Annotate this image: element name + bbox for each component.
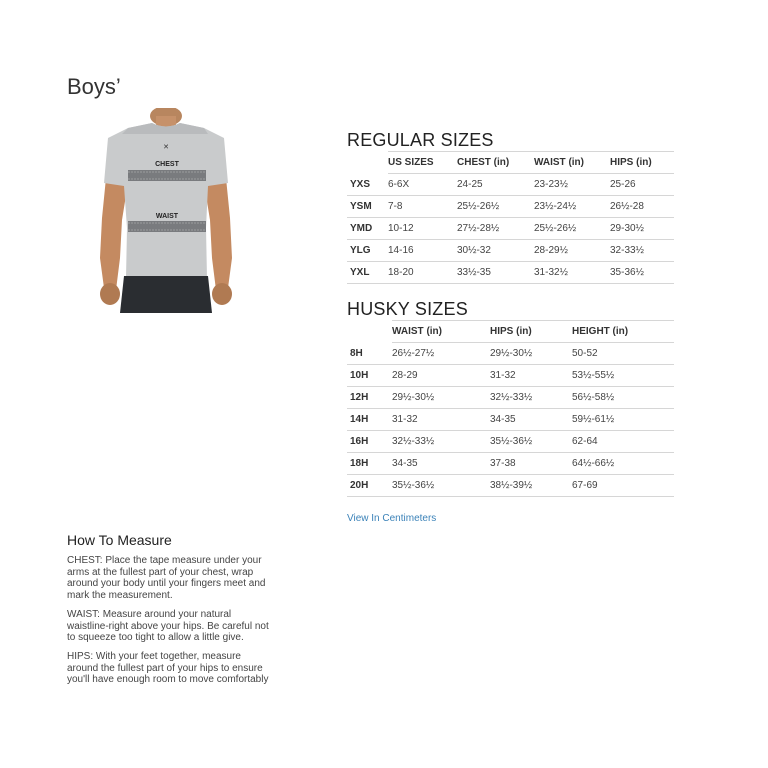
- husky-sizes-table: [347, 320, 674, 497]
- table-cell: 29-30½: [610, 218, 674, 240]
- table-cell: 25½-26½: [457, 196, 534, 218]
- header-cell: US SIZES: [388, 152, 457, 174]
- header-cell: [347, 321, 392, 343]
- table-row: [347, 475, 674, 497]
- row-label: YLG: [347, 240, 388, 262]
- row-label: YMD: [347, 218, 388, 240]
- header-cell: CHEST (in): [457, 152, 534, 174]
- row-label: 8H: [347, 343, 392, 365]
- table-cell: 29½-30½: [490, 343, 572, 365]
- table-cell: 53½-55½: [572, 365, 674, 387]
- table-cell: 18-20: [388, 262, 457, 284]
- table-cell: 64½-66½: [572, 453, 674, 475]
- table-cell: 14-16: [388, 240, 457, 262]
- table-cell: 35½-36½: [392, 475, 490, 497]
- chest-instructions: CHEST: Place the tape measure under your arms at the fullest part of your chest, wrap around your body until your fingers meet and mark the measurement.: [67, 555, 266, 601]
- header-cell: HEIGHT (in): [572, 321, 674, 343]
- table-row: [347, 365, 674, 387]
- table-cell: 37-38: [490, 453, 572, 475]
- table-cell: 10-12: [388, 218, 457, 240]
- table-cell: 32½-33½: [392, 431, 490, 453]
- table-cell: 67-69: [572, 475, 674, 497]
- table-cell: 35½-36½: [490, 431, 572, 453]
- table-cell: 24-25: [457, 174, 534, 196]
- table-row: [347, 453, 674, 475]
- table-cell: 35-36½: [610, 262, 674, 284]
- table-cell: 29½-30½: [392, 387, 490, 409]
- row-label: 10H: [347, 365, 392, 387]
- waist-label: WAIST: [155, 213, 179, 220]
- chest-label: CHEST: [155, 161, 179, 168]
- table-header-row: [347, 321, 674, 343]
- table-cell: 25-26: [610, 174, 674, 196]
- table-cell: 23-23½: [534, 174, 610, 196]
- table-cell: 33½-35: [457, 262, 534, 284]
- row-label: 18H: [347, 453, 392, 475]
- header-cell: WAIST (in): [534, 152, 610, 174]
- table-header-row: [347, 152, 674, 174]
- table-cell: 32½-33½: [490, 387, 572, 409]
- table-cell: 38½-39½: [490, 475, 572, 497]
- table-cell: 28-29: [392, 365, 490, 387]
- table-cell: 34-35: [490, 409, 572, 431]
- svg-text:✕: ✕: [163, 143, 169, 151]
- row-label: 14H: [347, 409, 392, 431]
- table-row: [347, 409, 674, 431]
- table-row: [347, 240, 674, 262]
- how-to-measure-title: How To Measure: [67, 532, 172, 548]
- hips-instructions: HIPS: With your feet together, measure around the fullest part of your hips to ensure you'll have enough room to move comfortably: [67, 651, 269, 686]
- table-cell: 28-29½: [534, 240, 610, 262]
- table-cell: 6-6X: [388, 174, 457, 196]
- header-cell: HIPS (in): [490, 321, 572, 343]
- row-label: YXS: [347, 174, 388, 196]
- table-cell: 32-33½: [610, 240, 674, 262]
- row-label: 12H: [347, 387, 392, 409]
- waist-instructions: WAIST: Measure around your natural waistline-right above your hips. Be careful not to squeeze too tight to allow a little give.: [67, 609, 269, 644]
- model-photo: [82, 108, 252, 313]
- table-cell: 27½-28½: [457, 218, 534, 240]
- table-row: [347, 431, 674, 453]
- table-cell: 7-8: [388, 196, 457, 218]
- row-label: 20H: [347, 475, 392, 497]
- table-cell: 23½-24½: [534, 196, 610, 218]
- row-label: YXL: [347, 262, 388, 284]
- header-cell: [347, 152, 388, 174]
- table-cell: 31-32: [392, 409, 490, 431]
- table-cell: 56½-58½: [572, 387, 674, 409]
- table-row: [347, 262, 674, 284]
- table-cell: 30½-32: [457, 240, 534, 262]
- page-title: Boys’: [67, 74, 121, 99]
- header-cell: HIPS (in): [610, 152, 674, 174]
- table-row: [347, 174, 674, 196]
- table-row: [347, 218, 674, 240]
- row-label: 16H: [347, 431, 392, 453]
- header-cell: WAIST (in): [392, 321, 490, 343]
- table-cell: 26½-27½: [392, 343, 490, 365]
- regular-sizes-title: REGULAR SIZES: [347, 130, 494, 150]
- table-cell: 31-32½: [534, 262, 610, 284]
- table-cell: 31-32: [490, 365, 572, 387]
- row-label: YSM: [347, 196, 388, 218]
- table-cell: 62-64: [572, 431, 674, 453]
- husky-sizes-title: HUSKY SIZES: [347, 299, 468, 319]
- table-cell: 34-35: [392, 453, 490, 475]
- table-row: [347, 343, 674, 365]
- table-cell: 25½-26½: [534, 218, 610, 240]
- table-row: [347, 196, 674, 218]
- regular-sizes-table: [347, 151, 674, 284]
- table-row: [347, 387, 674, 409]
- table-cell: 26½-28: [610, 196, 674, 218]
- table-cell: 50-52: [572, 343, 674, 365]
- view-centimeters-link[interactable]: View In Centimeters: [347, 513, 437, 524]
- table-cell: 59½-61½: [572, 409, 674, 431]
